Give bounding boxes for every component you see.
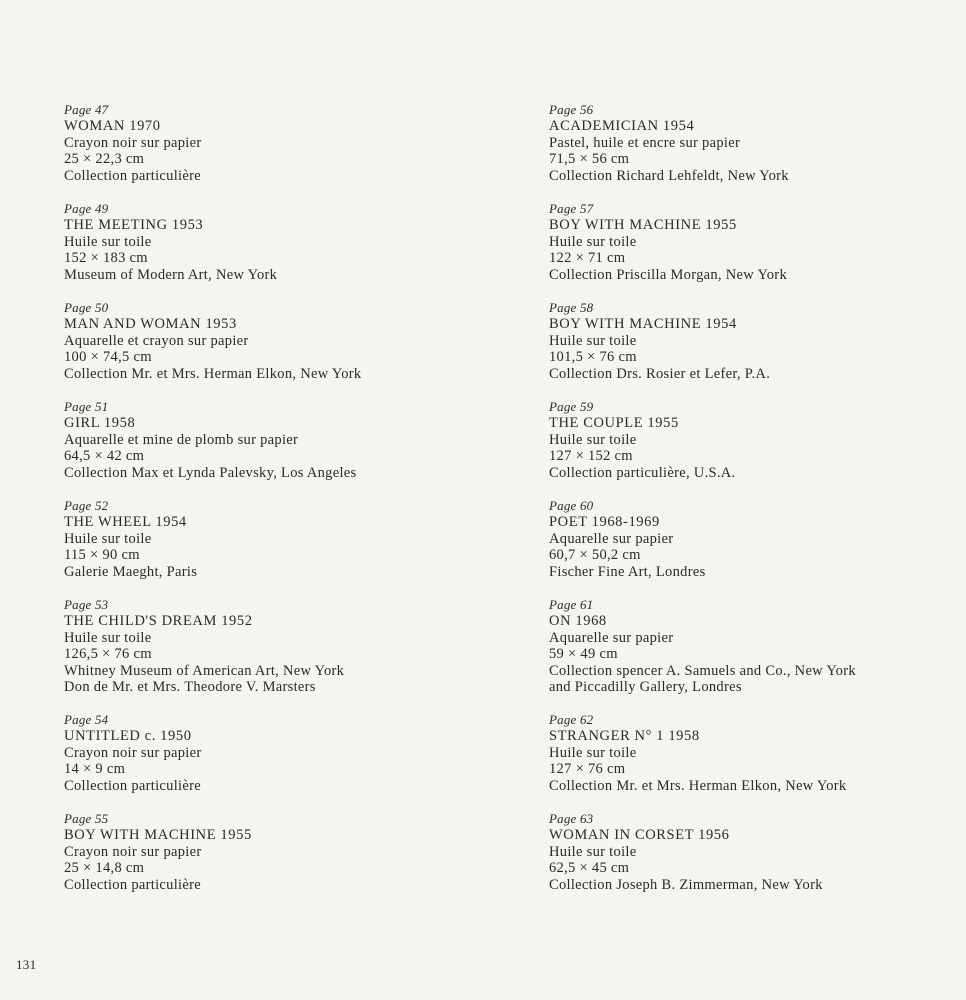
medium-line: Aquarelle sur papier bbox=[549, 629, 674, 646]
artwork-title: WOMAN 1970 bbox=[64, 118, 161, 134]
artwork-title: THE WHEEL 1954 bbox=[64, 514, 187, 530]
collection-line: Collection Mr. et Mrs. Herman Elkon, New York bbox=[549, 777, 847, 794]
dimensions-line: 25 × 14,8 cm bbox=[64, 860, 145, 877]
collection-line: Collection Max et Lynda Palevsky, Los Angeles bbox=[64, 464, 357, 481]
page-reference: Page 55 bbox=[64, 811, 109, 826]
collection-line: Collection spencer A. Samuels and Co., New York bbox=[549, 662, 856, 679]
medium-line: Huile sur toile bbox=[549, 744, 637, 761]
catalogue-entry bbox=[64, 201, 277, 283]
catalogue-entry bbox=[64, 712, 201, 794]
artwork-title: STRANGER N° 1 1958 bbox=[549, 728, 700, 744]
dimensions-line: 126,5 × 76 cm bbox=[64, 646, 152, 663]
medium-line: Aquarelle et crayon sur papier bbox=[64, 332, 249, 349]
page-reference: Page 63 bbox=[549, 811, 594, 826]
collection-line: Collection particulière bbox=[64, 777, 201, 794]
collection-line: Galerie Maeght, Paris bbox=[64, 563, 198, 580]
page-reference: Page 61 bbox=[549, 597, 594, 612]
catalogue-entry bbox=[549, 498, 706, 580]
collection-line: Don de Mr. et Mrs. Theodore V. Marsters bbox=[64, 679, 316, 696]
catalogue-entry bbox=[549, 300, 770, 382]
medium-line: Huile sur toile bbox=[64, 629, 152, 646]
medium-line: Aquarelle et mine de plomb sur papier bbox=[64, 431, 299, 448]
dimensions-line: 64,5 × 42 cm bbox=[64, 448, 145, 465]
dimensions-line: 62,5 × 45 cm bbox=[549, 860, 630, 877]
page-reference: Page 54 bbox=[64, 712, 109, 727]
catalogue-entry bbox=[64, 597, 344, 696]
page-reference: Page 56 bbox=[549, 102, 594, 117]
medium-line: Crayon noir sur papier bbox=[64, 134, 202, 151]
page-reference: Page 47 bbox=[64, 102, 109, 117]
artwork-title: GIRL 1958 bbox=[64, 415, 136, 431]
catalogue-entry bbox=[549, 811, 823, 893]
dimensions-line: 152 × 183 cm bbox=[64, 250, 148, 267]
page-reference: Page 58 bbox=[549, 300, 594, 315]
medium-line: Huile sur toile bbox=[549, 843, 637, 860]
dimensions-line: 59 × 49 cm bbox=[549, 646, 618, 663]
page-reference: Page 57 bbox=[549, 201, 594, 216]
catalogue-entry bbox=[64, 102, 201, 184]
collection-line: Museum of Modern Art, New York bbox=[64, 266, 278, 283]
artwork-title: THE COUPLE 1955 bbox=[549, 415, 679, 431]
medium-line: Crayon noir sur papier bbox=[64, 744, 202, 761]
catalogue-entry bbox=[549, 597, 856, 696]
medium-line: Huile sur toile bbox=[549, 332, 637, 349]
page-reference: Page 51 bbox=[64, 399, 109, 414]
dimensions-line: 14 × 9 cm bbox=[64, 761, 126, 778]
collection-line: Fischer Fine Art, Londres bbox=[549, 563, 706, 580]
page-number: 131 bbox=[16, 957, 37, 972]
collection-line: Collection particulière bbox=[64, 876, 201, 893]
medium-line: Crayon noir sur papier bbox=[64, 843, 202, 860]
page-reference: Page 52 bbox=[64, 498, 109, 513]
artwork-title: MAN AND WOMAN 1953 bbox=[64, 316, 237, 332]
artwork-title: BOY WITH MACHINE 1954 bbox=[549, 316, 737, 332]
artwork-title: ON 1968 bbox=[549, 613, 607, 629]
collection-line: Collection Richard Lehfeldt, New York bbox=[549, 167, 789, 184]
catalogue-entry bbox=[64, 300, 361, 382]
collection-line: and Piccadilly Gallery, Londres bbox=[549, 679, 742, 696]
medium-line: Pastel, huile et encre sur papier bbox=[549, 134, 741, 151]
dimensions-line: 122 × 71 cm bbox=[549, 250, 626, 267]
artwork-title: POET 1968-1969 bbox=[549, 514, 660, 530]
collection-line: Whitney Museum of American Art, New York bbox=[64, 662, 345, 679]
dimensions-line: 115 × 90 cm bbox=[64, 547, 140, 564]
collection-line: Collection Joseph B. Zimmerman, New York bbox=[549, 876, 823, 893]
artwork-title: ACADEMICIAN 1954 bbox=[549, 118, 695, 134]
artwork-title: BOY WITH MACHINE 1955 bbox=[549, 217, 737, 233]
catalogue-entry bbox=[64, 498, 197, 580]
medium-line: Huile sur toile bbox=[549, 431, 637, 448]
dimensions-line: 101,5 × 76 cm bbox=[549, 349, 637, 366]
artwork-title: THE MEETING 1953 bbox=[64, 217, 204, 233]
page-reference: Page 59 bbox=[549, 399, 594, 414]
artwork-title: WOMAN IN CORSET 1956 bbox=[549, 827, 730, 843]
catalogue-entry bbox=[64, 811, 252, 893]
artwork-title: BOY WITH MACHINE 1955 bbox=[64, 827, 252, 843]
collection-line: Collection Drs. Rosier et Lefer, P.A. bbox=[549, 365, 771, 382]
collection-line: Collection particulière, U.S.A. bbox=[549, 464, 736, 481]
dimensions-line: 71,5 × 56 cm bbox=[549, 151, 630, 168]
catalogue-entry bbox=[549, 712, 846, 794]
collection-line: Collection Priscilla Morgan, New York bbox=[549, 266, 787, 283]
medium-line: Huile sur toile bbox=[64, 233, 152, 250]
medium-line: Huile sur toile bbox=[64, 530, 152, 547]
page-reference: Page 50 bbox=[64, 300, 109, 315]
artwork-title: THE CHILD'S DREAM 1952 bbox=[64, 613, 253, 629]
artwork-title: UNTITLED c. 1950 bbox=[64, 728, 192, 744]
page-reference: Page 53 bbox=[64, 597, 109, 612]
catalogue-entry bbox=[549, 399, 735, 481]
medium-line: Huile sur toile bbox=[549, 233, 637, 250]
dimensions-line: 25 × 22,3 cm bbox=[64, 151, 145, 168]
catalogue-entry bbox=[549, 102, 789, 184]
dimensions-line: 60,7 × 50,2 cm bbox=[549, 547, 641, 564]
medium-line: Aquarelle sur papier bbox=[549, 530, 674, 547]
page-reference: Page 62 bbox=[549, 712, 594, 727]
dimensions-line: 100 × 74,5 cm bbox=[64, 349, 152, 366]
dimensions-line: 127 × 76 cm bbox=[549, 761, 626, 778]
collection-line: Collection particulière bbox=[64, 167, 201, 184]
page-reference: Page 49 bbox=[64, 201, 109, 216]
collection-line: Collection Mr. et Mrs. Herman Elkon, New York bbox=[64, 365, 362, 382]
catalogue-entry bbox=[549, 201, 787, 283]
catalogue-entry bbox=[64, 399, 356, 481]
page-reference: Page 60 bbox=[549, 498, 594, 513]
dimensions-line: 127 × 152 cm bbox=[549, 448, 633, 465]
